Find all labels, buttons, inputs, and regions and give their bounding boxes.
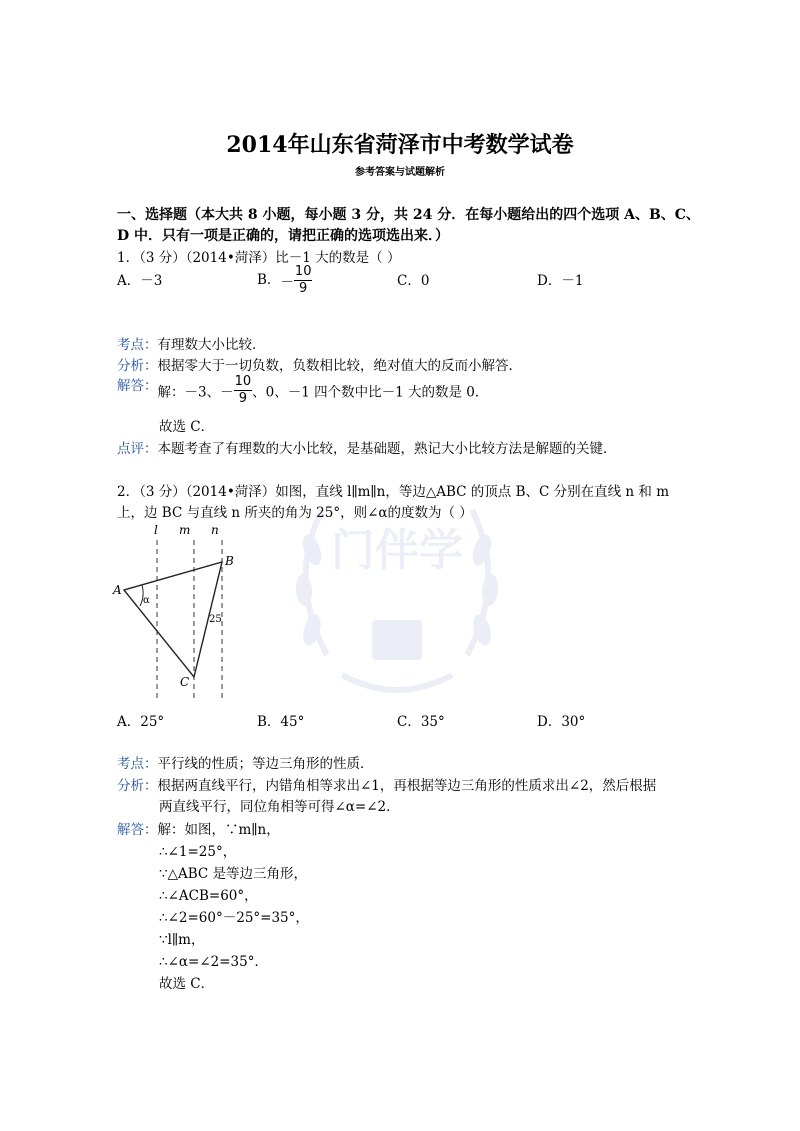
section-heading-line1: 一、选择题（本大共 8 小题，每小题 3 分，共 24 分．在每小题给出的四个选项 A、B、C、 [117, 207, 700, 223]
q1-kaodian [117, 333, 266, 353]
q1-option-b-prefix: B． [257, 272, 281, 288]
solution-step: ∴∠ACB=60°， [159, 888, 258, 904]
q2-option-b: B．45° [257, 714, 305, 730]
label-point-a: A [113, 583, 122, 597]
solution-step: 故选 C． [159, 976, 215, 992]
kaodian-text: 有理数大小比较． [157, 337, 266, 353]
solution-step: 解：如图，∵m∥n， [157, 822, 280, 838]
q1-jieda [117, 374, 488, 407]
fraction-denominator: 9 [299, 281, 308, 296]
label-angle-25: 25 [209, 614, 222, 625]
label-line-m: m [179, 523, 191, 537]
q2-option-c: C．35° [397, 714, 445, 730]
q1-option-b-fraction [294, 264, 313, 297]
q1-option-b-sign: － [280, 274, 294, 291]
q2-fenxi-line2: 两直线平行，同位角相等可得∠α=∠2． [159, 799, 400, 815]
fraction-denominator: 9 [238, 391, 247, 406]
label-line-n: n [211, 523, 219, 537]
watermark-brand-text: 门伴学 [331, 525, 463, 576]
page-title: 2014年山东省菏泽市中考数学试卷 [226, 132, 574, 158]
dianping-text: 本题考查了有理数的大小比较，是基础题，熟记大小比较方法是解题的关键． [157, 441, 617, 457]
fenxi-text-line1: 根据两直线平行，内错角相等求出∠1，再根据等边三角形的性质求出∠2，然后根据 [157, 778, 657, 794]
q2-kaodian [117, 752, 374, 772]
solution-step: ∵△ABC 是等边三角形， [159, 866, 308, 882]
q2-jieda [117, 818, 280, 838]
q2-stem-line2: 上，边 BC 与直线 n 所夹的角为 25°，则∠α的度数为（ ） [117, 505, 473, 521]
section-heading-line2: D 中．只有一项是正确的，请把正确的选项选出来．） [117, 228, 450, 244]
kaodian-text: 平行线的性质；等边三角形的性质． [157, 756, 374, 772]
q1-select: 故选 C． [159, 419, 215, 435]
q2-figure [110, 520, 250, 700]
triangle-abc [124, 562, 222, 677]
jieda-text-post: 、0、－1 四个数中比－1 大的数是 0． [252, 384, 489, 401]
label-angle-alpha: α [143, 595, 150, 606]
q2-option-a: A．25° [117, 714, 165, 730]
q1-option-b [257, 264, 312, 297]
jieda-fraction [234, 374, 253, 407]
q2-option-d: D．30° [537, 714, 586, 730]
q1-stem: 1．（3 分）（2014•菏泽）比－1 大的数是（ ） [117, 250, 401, 266]
solution-step: ∴∠α=∠2=35°． [159, 954, 268, 970]
fraction-numerator: 10 [294, 264, 312, 279]
jieda-text-pre: 解：－3、－ [157, 384, 234, 401]
solution-step: ∴∠1=25°， [159, 844, 237, 860]
q1-option-a: A．－3 [117, 273, 163, 289]
q1-fenxi [117, 354, 522, 374]
solution-step: ∴∠2=60°－25°=35°， [159, 910, 309, 926]
kaodian-label: 考点： [117, 337, 158, 353]
page-subtitle: 参考答案与试题解析 [355, 167, 445, 178]
q2-fenxi [117, 774, 656, 794]
fraction-numerator: 10 [234, 374, 252, 389]
fenxi-label: 分析： [117, 358, 158, 374]
kaodian-label: 考点： [117, 756, 158, 772]
label-point-b: B [225, 554, 234, 568]
q1-option-d: D．－1 [537, 273, 584, 289]
fenxi-label: 分析： [117, 778, 158, 794]
dianping-label: 点评： [117, 441, 158, 457]
q1-option-c: C．0 [397, 273, 430, 289]
jieda-label: 解答： [117, 378, 158, 394]
q2-stem-line1: 2．（3 分）（2014•菏泽）如图，直线 l∥m∥n，等边△ABC 的顶点 B、C 分别在直线 n 和 m [117, 484, 669, 500]
label-point-c: C [180, 675, 190, 689]
jieda-label: 解答： [117, 822, 158, 838]
label-line-l: l [154, 523, 158, 537]
q1-dianping [117, 437, 617, 457]
solution-step: ∵l∥m， [159, 932, 205, 948]
fenxi-text: 根据零大于一切负数，负数相比较，绝对值大的反而小解答． [157, 358, 522, 374]
